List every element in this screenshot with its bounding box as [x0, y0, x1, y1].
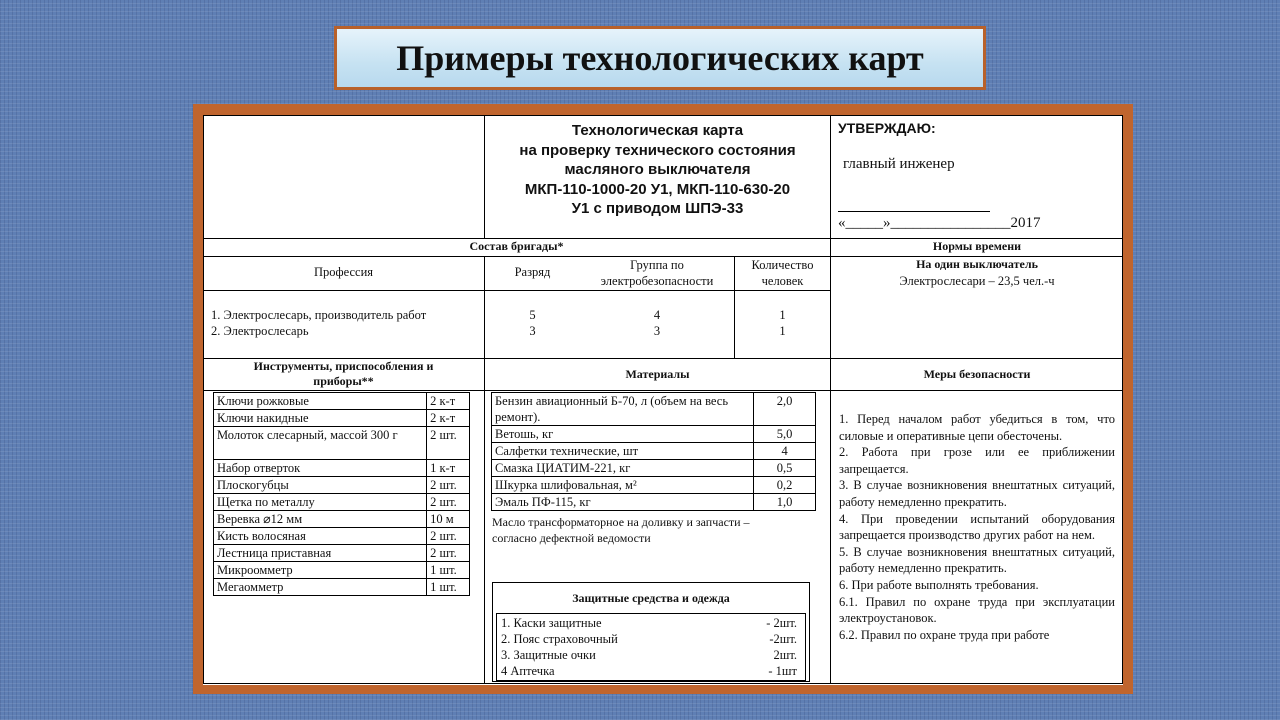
protective-title: Защитные средства и одежда: [572, 591, 730, 605]
protective-box: [492, 582, 810, 682]
border-right: [1122, 115, 1123, 684]
table-row: [214, 545, 470, 562]
col-group: [580, 257, 734, 290]
safety-item: 4. При проведении испытаний оборудования запрещается производство других работ на нем.: [839, 511, 1115, 543]
card-title-line: МКП-110-1000-20 У1, МКП-110-630-20: [524, 180, 791, 198]
materials-table: [491, 392, 816, 511]
tool-name: Лестница приставная: [214, 545, 427, 562]
tool-name: Ключи рожковые: [214, 393, 427, 410]
tool-name: Набор отверток: [214, 460, 427, 477]
table-row: [492, 443, 816, 460]
tool-name: Кисть волосяная: [214, 528, 427, 545]
material-name: Бензин авиационный Б-70, л (объем на весь ремонт).: [492, 393, 754, 426]
safety-item: 5. В случае возникновения внештатных ситуаций, работу немедленно прекратить.: [839, 544, 1115, 576]
material-name: Шкурка шлифовальная, м²: [492, 477, 754, 494]
brigade-row-count: 1: [779, 308, 786, 322]
table-row: [492, 494, 816, 511]
norms-subtitle: На один выключатель: [916, 257, 1038, 271]
protective-qty: 2шт.: [773, 648, 797, 662]
approve-label: УТВЕРЖДАЮ:: [838, 120, 936, 136]
safety-item: 6.2. Правил по охране труда при работе: [839, 627, 1050, 642]
tool-qty: 10 м: [427, 511, 470, 528]
tool-qty: 1 к-т: [427, 460, 470, 477]
table-row: [492, 460, 816, 477]
tool-name: Щетка по металлу: [214, 494, 427, 511]
material-qty: 1,0: [754, 494, 816, 511]
table-row: [214, 410, 470, 427]
divider-v-main: [830, 115, 831, 684]
table-row: [214, 511, 470, 528]
materials-note: [492, 515, 750, 546]
table-row: [214, 562, 470, 579]
table-row: [492, 477, 816, 494]
table-row: [214, 494, 470, 511]
material-name: Ветошь, кг: [492, 426, 754, 443]
table-row: [492, 393, 816, 426]
col-group-line: электробезопасности: [600, 274, 714, 289]
card-title-line: У1 с приводом ШПЭ-33: [571, 200, 744, 217]
norms-title: Нормы времени: [932, 239, 1022, 253]
tool-qty: 2 к-т: [427, 393, 470, 410]
protective-item: 4 Аптечка: [501, 664, 555, 678]
brigade-row-grade: 5: [529, 308, 536, 322]
materials-note-line: согласно дефектной ведомости: [492, 530, 651, 545]
table-row: [214, 477, 470, 494]
protective-item: 1. Каски защитные: [501, 616, 602, 630]
norms-value: Электрослесари – 23,5 чел.-ч: [899, 274, 1055, 288]
tool-qty: 1 шт.: [427, 579, 470, 596]
card-title: [485, 121, 830, 219]
tool-name: Ключи накидные: [214, 410, 427, 427]
brigade-row-profession: 2. Электрослесарь: [211, 324, 309, 338]
table-row: [214, 579, 470, 596]
material-name: Эмаль ПФ-115, кг: [492, 494, 754, 511]
brigade-row-grade: 3: [529, 324, 536, 338]
col-group-line: Группа по: [630, 258, 684, 272]
tool-name: Веревка ⌀12 мм: [214, 511, 427, 528]
tool-qty: 2 шт.: [427, 528, 470, 545]
tools-table: [213, 392, 470, 596]
divider-sections-title: [203, 390, 1123, 391]
card-title-line: на проверку технического состояния: [519, 141, 796, 159]
brigade-title: Состав бригады*: [469, 239, 564, 253]
brigade-row-group: 3: [653, 324, 661, 338]
tool-qty: 2 шт.: [427, 545, 470, 562]
tool-name: Микроомметр: [214, 562, 427, 579]
tool-name: Мегаомметр: [214, 579, 427, 596]
protective-item: 2. Пояс страховочный: [501, 632, 618, 646]
col-count: [735, 257, 830, 290]
card-title-line: масляного выключателя: [564, 161, 751, 178]
material-qty: 4: [754, 443, 816, 460]
material-qty: 5,0: [754, 426, 816, 443]
material-name: Салфетки технические, шт: [492, 443, 754, 460]
tool-name: Плоскогубцы: [214, 477, 427, 494]
card-title-line: Технологическая карта: [571, 122, 744, 139]
chief-engineer-label: главный инженер: [843, 156, 955, 172]
material-name: Смазка ЦИАТИМ-221, кг: [492, 460, 754, 477]
material-qty: 2,0: [754, 393, 816, 426]
table-row: [214, 460, 470, 477]
divider-brigade-header: [203, 290, 831, 291]
tools-title-line: приборы**: [313, 374, 374, 388]
brigade-row-group: 4: [653, 308, 661, 322]
tools-title-line: Инструменты, приспособления и: [253, 359, 434, 373]
materials-title: Материалы: [625, 367, 690, 381]
signature-date-line: «_____»________________2017: [838, 215, 1041, 231]
border-top: [203, 115, 1123, 116]
col-count-line: человек: [761, 274, 804, 289]
signature-underline: [838, 211, 990, 212]
safety-item: 6. При работе выполнять требования.: [839, 577, 1039, 592]
tool-qty: 2 шт.: [427, 494, 470, 511]
table-row: [214, 427, 470, 460]
safety-item: 1. Перед началом работ убедиться в том, что силовые и оперативные цепи обесточены.: [839, 412, 1115, 443]
table-row: [214, 528, 470, 545]
slide-title: Примеры технологических карт: [396, 38, 924, 78]
tool-name: Молоток слесарный, массой 300 г: [214, 427, 427, 460]
safety-item: 6.1. Правил по охране труда при эксплуатации электроустановок.: [839, 594, 1115, 626]
tool-qty: 2 шт.: [427, 427, 470, 460]
material-qty: 0,5: [754, 460, 816, 477]
protective-item: 3. Защитные очки: [501, 648, 596, 662]
table-row: [492, 426, 816, 443]
safety-measures: [839, 411, 1115, 681]
protective-qty: -2шт.: [769, 632, 797, 646]
safety-title: Меры безопасности: [923, 367, 1031, 381]
border-left: [203, 115, 204, 684]
col-grade: Разряд: [514, 265, 551, 279]
col-profession: Профессия: [313, 265, 374, 279]
tool-qty: 2 к-т: [427, 410, 470, 427]
border-bottom: [203, 683, 1123, 684]
brigade-row-profession: 1. Электрослесарь, производитель работ: [211, 308, 427, 322]
tool-qty: 2 шт.: [427, 477, 470, 494]
tool-qty: 1 шт.: [427, 562, 470, 579]
protective-list: [496, 613, 806, 681]
material-qty: 0,2: [754, 477, 816, 494]
brigade-row-count: 1: [779, 324, 786, 338]
table-row: [214, 393, 470, 410]
col-count-line: Количество: [751, 258, 814, 272]
slide-title-box: [334, 26, 986, 90]
protective-qty: - 2шт.: [766, 616, 797, 630]
technological-card: [203, 115, 1123, 685]
safety-item: 3. В случае возникновения внештатных ситуаций, работу немедленно прекратить.: [839, 478, 1115, 509]
tools-title: [203, 359, 484, 389]
protective-qty: - 1шт: [768, 664, 797, 678]
safety-item: 2. Работа при грозе или ее приближении запрещается.: [839, 445, 1115, 476]
materials-note-line: Масло трансформаторное на доливку и запчасти –: [492, 515, 750, 529]
